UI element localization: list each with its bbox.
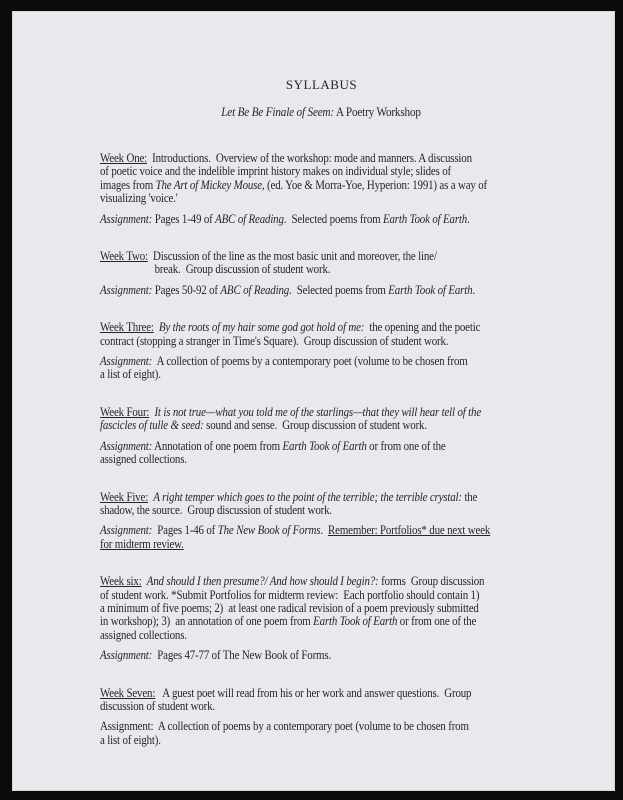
text-segment: shadow, the source. Group discussion of student work. bbox=[100, 501, 332, 517]
text-line bbox=[100, 151, 623, 164]
text-segment: Assignment: bbox=[100, 437, 153, 453]
text-segment: a list of eight). bbox=[100, 731, 161, 747]
text-segment: discussion of student work. bbox=[100, 697, 215, 713]
text-segment: sound and sense. Group discussion of student work. bbox=[203, 417, 427, 433]
text-segment: or from one of the bbox=[366, 437, 446, 453]
text-segment: a list of eight). bbox=[100, 366, 161, 382]
text-segment: A right temper which goes to the point of the terrible; the terrible crystal: bbox=[153, 488, 462, 504]
text-segment: , (ed. Yoe & Morra-Yoe, Hyperion: 1991) as a way of bbox=[261, 176, 488, 192]
text-line bbox=[100, 503, 623, 516]
text-segment: a minimum of five poems; 2) at least one radical revision of a poem previously submitted bbox=[100, 599, 479, 615]
text-segment: Earth Took of Earth bbox=[282, 437, 367, 453]
page-title: SYLLABUS bbox=[285, 77, 358, 92]
text-line bbox=[100, 418, 623, 431]
text-segment: A collection of poems by a contemporary poet (volume to be chosen from bbox=[152, 353, 468, 369]
week-paragraph bbox=[100, 574, 623, 641]
text-line bbox=[100, 614, 623, 627]
text-segment: ABC of Reading bbox=[215, 210, 284, 226]
text-segment: . bbox=[467, 210, 470, 226]
text-segment: Discussion of the line as the most basic unit and moreover, the line/ bbox=[147, 248, 437, 264]
text-segment: Assignment: bbox=[100, 353, 153, 369]
text-segment: Pages 50-92 of bbox=[152, 281, 221, 297]
page-subtitle-text bbox=[222, 105, 422, 119]
text-segment: for midterm review. bbox=[100, 535, 184, 551]
week-paragraph bbox=[100, 151, 623, 205]
assignment-paragraph bbox=[100, 212, 623, 225]
text-segment: Week six: bbox=[100, 573, 142, 589]
text-line bbox=[100, 283, 623, 296]
text-line bbox=[100, 719, 623, 732]
week-paragraph bbox=[100, 405, 623, 432]
text-segment: Assignment: bbox=[100, 281, 153, 297]
text-segment: assigned collections. bbox=[100, 451, 187, 467]
text-line bbox=[100, 699, 623, 712]
text-line bbox=[100, 523, 623, 536]
text-segment: A guest poet will read from his or her work and answer questions. Group bbox=[155, 684, 472, 700]
text-segment: contract (stopping a stranger in Time's Square). Group discussion of student work. bbox=[100, 332, 449, 348]
text-line bbox=[100, 191, 623, 204]
section-week-one bbox=[100, 151, 623, 225]
text-segment: Assignment: bbox=[100, 647, 153, 663]
text-segment: Assignment: bbox=[100, 210, 153, 226]
text-line bbox=[100, 178, 623, 191]
week-paragraph bbox=[100, 249, 623, 276]
text-line bbox=[100, 686, 623, 699]
text-segment: Let Be Be Finale of Seem: bbox=[221, 104, 335, 119]
page-subtitle bbox=[13, 105, 614, 119]
text-segment: fascicles of tulle & seed: bbox=[100, 417, 204, 433]
document-body bbox=[100, 151, 614, 746]
text-segment: Pages 1-46 of bbox=[152, 522, 218, 538]
text-line bbox=[100, 452, 623, 465]
text-segment: or from one of the bbox=[397, 613, 477, 629]
text-segment: Introductions. Overview of the workshop: mode and manners. A discussion bbox=[147, 150, 472, 165]
text-segment: . bbox=[320, 522, 329, 538]
section-week-two bbox=[100, 249, 623, 296]
text-segment: . Selected poems from bbox=[289, 281, 389, 297]
text-segment: Week Three: bbox=[100, 319, 154, 335]
text-segment: Pages 1-49 of bbox=[152, 210, 216, 226]
text-segment: And should I then presume?/ And how should I begin?: bbox=[146, 573, 379, 589]
text-segment: Earth Took of Earth bbox=[313, 613, 398, 629]
text-line bbox=[100, 249, 623, 262]
text-line bbox=[100, 439, 623, 452]
section-week-seven bbox=[100, 686, 623, 747]
text-line bbox=[100, 262, 623, 275]
assignment-paragraph bbox=[100, 283, 623, 296]
text-segment: Assignment: bbox=[100, 522, 153, 538]
text-segment: Week Seven: bbox=[100, 684, 156, 700]
text-line bbox=[100, 334, 623, 347]
text-line bbox=[100, 164, 623, 177]
text-line bbox=[100, 628, 623, 641]
text-line bbox=[100, 648, 623, 661]
text-line bbox=[100, 588, 623, 601]
assignment-paragraph bbox=[100, 523, 623, 550]
text-segment: Earth Took of Earth bbox=[383, 210, 468, 226]
section-week-three bbox=[100, 320, 623, 381]
sections-container bbox=[100, 151, 623, 746]
text-segment: in workshop); 3) an annotation of one poem from bbox=[100, 613, 314, 629]
week-paragraph bbox=[100, 320, 623, 347]
text-segment: the opening and the poetic bbox=[364, 319, 481, 335]
text-segment: assigned collections. bbox=[100, 626, 187, 642]
week-paragraph bbox=[100, 686, 623, 713]
text-segment: Remember: Portfolios* due next week bbox=[328, 522, 491, 538]
text-line bbox=[100, 537, 623, 550]
text-segment: A Poetry Workshop bbox=[334, 104, 422, 119]
document-page bbox=[13, 12, 614, 790]
text-segment: The New Book of Forms bbox=[217, 522, 321, 538]
section-week-four bbox=[100, 405, 623, 466]
text-segment: Week Four: bbox=[100, 403, 150, 419]
text-segment: By the roots of my hair some god got hold of me: bbox=[158, 319, 365, 335]
text-line bbox=[100, 212, 623, 225]
text-segment: Pages 47-77 of The New Book of Forms. bbox=[152, 647, 332, 663]
text-segment: It is not true—what you told me of the starlings—that they will hear tell of the bbox=[154, 403, 482, 419]
assignment-paragraph bbox=[100, 719, 623, 746]
text-segment: Annotation of one poem from bbox=[152, 437, 283, 453]
text-segment: The Art of Mickey Mouse bbox=[155, 176, 262, 192]
text-line bbox=[100, 601, 623, 614]
assignment-paragraph bbox=[100, 648, 623, 661]
text-segment: Week Five: bbox=[100, 488, 149, 504]
text-line bbox=[100, 354, 623, 367]
text-segment: images from bbox=[100, 176, 156, 192]
assignment-paragraph bbox=[100, 439, 623, 466]
text-segment: the bbox=[461, 488, 478, 504]
text-line bbox=[100, 733, 623, 746]
text-segment: . Selected poems from bbox=[283, 210, 384, 226]
text-segment: forms Group discussion bbox=[378, 573, 485, 589]
text-line bbox=[100, 367, 623, 380]
text-segment: Assignment: A collection of poems by a contemporary poet (volume to be chosen from bbox=[100, 718, 469, 734]
week-paragraph bbox=[100, 490, 623, 517]
text-line bbox=[100, 574, 623, 587]
section-week-six bbox=[100, 574, 623, 661]
text-segment: Week One: bbox=[100, 150, 148, 165]
text-segment: . bbox=[472, 281, 475, 297]
text-segment: of poetic voice and the indelible imprint history makes on individual style; slides of bbox=[100, 163, 452, 179]
assignment-paragraph bbox=[100, 354, 623, 381]
text-segment: visualizing 'voice.' bbox=[100, 190, 178, 206]
text-segment: Earth Took of Earth bbox=[388, 281, 473, 297]
text-segment: Week Two: bbox=[100, 248, 148, 264]
section-week-five bbox=[100, 490, 623, 551]
text-segment: break. Group discussion of student work. bbox=[154, 261, 331, 277]
text-segment: ABC of Reading bbox=[220, 281, 290, 297]
text-segment: of student work. *Submit Portfolios for midterm review: Each portfolio should contain 1) bbox=[100, 586, 480, 602]
text-line bbox=[100, 405, 623, 418]
text-line bbox=[100, 320, 623, 333]
text-line bbox=[100, 490, 623, 503]
